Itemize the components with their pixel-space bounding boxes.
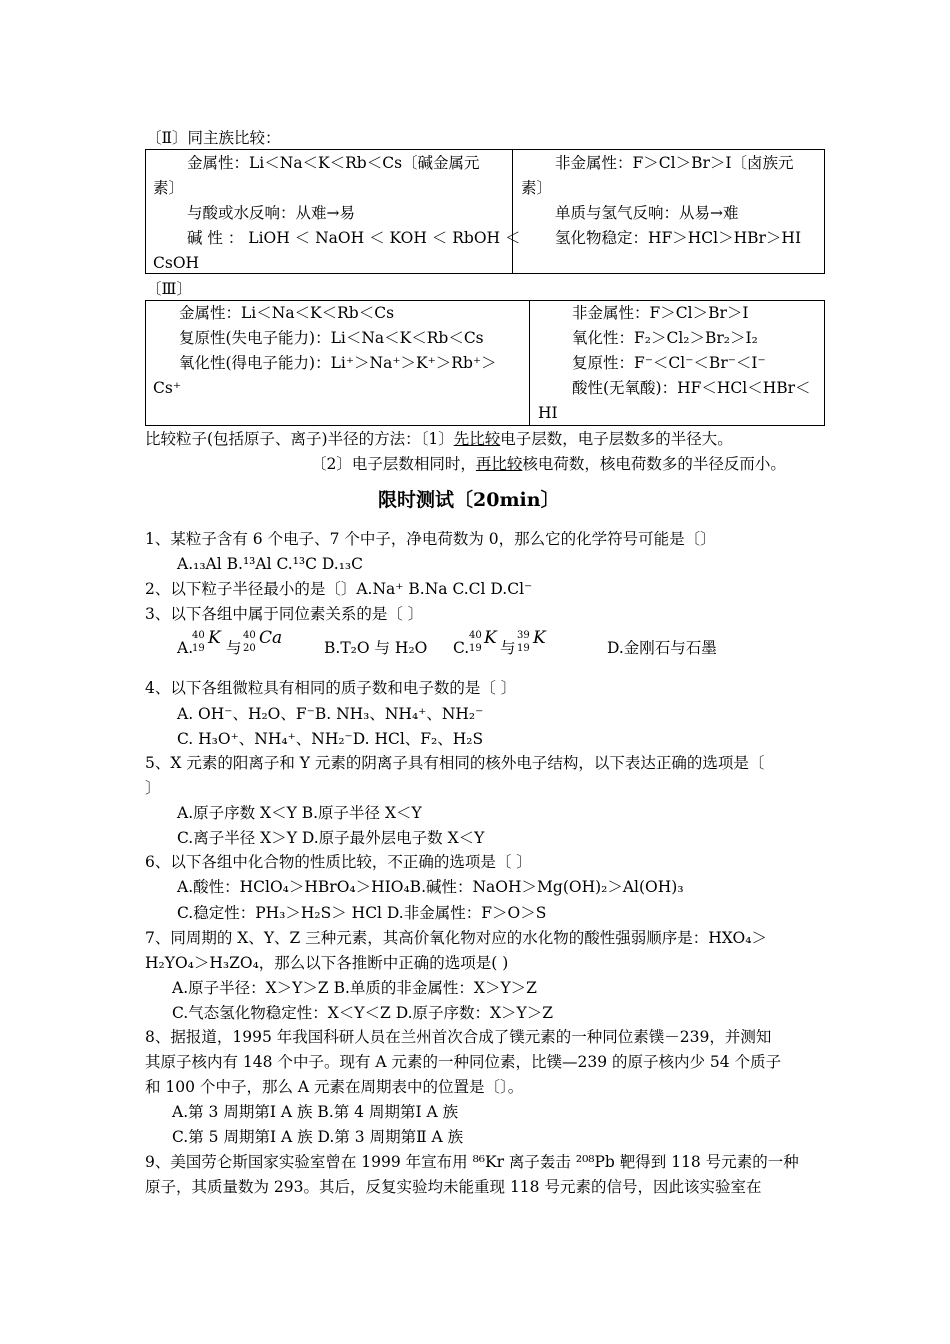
radius-method-line-1 [145, 429, 733, 449]
page-title: 限时测试〔20min〕 [378, 489, 560, 511]
metal-activity-line-cont: 素〕 [153, 179, 185, 197]
isotope-number: 19 [192, 643, 205, 654]
isotope-symbol: K [484, 628, 497, 648]
acidity-line-cont: HI [538, 404, 558, 422]
question-8-options-ab: A.第 3 周期第Ⅰ A 族 B.第 4 周期第Ⅰ A 族 [172, 1103, 459, 1121]
question-8-cont-2: 和 100 个中子，那么 A 元素在周期表中的位置是〔〕。 [145, 1078, 524, 1096]
ion-reducibility-line: 复原性：F⁻＜Cl⁻＜Br⁻＜I⁻ [572, 354, 766, 372]
metal-properties-cell [153, 151, 521, 276]
section-3-label: 〔Ⅲ〕 [146, 280, 192, 298]
question-7-options-ab: A.原子半径：X＞Y＞Z B.单质的非金属性：X＞Y＞Z [172, 979, 537, 997]
acid-water-reaction-line: 与酸或水反响：从难→易 [187, 204, 355, 222]
question-1-options: A.₁₃Al B.¹³Al C.¹³C D.₁₃C [177, 555, 363, 573]
metal-activity-line: 金属性：Li＜Na＜K＜Rb＜Cs〔碱金属元 [187, 154, 480, 172]
reducibility-line: 复原性(失电子能力)：Li＜Na＜K＜Rb＜Cs [179, 329, 484, 347]
question-2: 2、以下粒子半径最小的是〔〕A.Na⁺ B.Na C.Cl D.Cl⁻ [145, 580, 533, 598]
question-9: 9、美国劳仑斯国家实验室曾在 1999 年宣布用 ⁸⁶Kr 离子轰击 ²⁰⁸Pb 靶得到 118 号元素的一种 [145, 1153, 799, 1171]
question-9-cont: 原子，其质量数为 293。其后，反复实验均未能重现 118 号元素的信号，因此该实验室在 [145, 1178, 762, 1196]
isotope-symbol: K [208, 628, 221, 648]
question-6-options-ab: A.酸性：HClO₄＞HBrO₄＞HIO₄B.碱性：NaOH＞Mg(OH)₂＞Al(OH)₃ [177, 878, 684, 896]
question-3-options [177, 630, 797, 660]
nonmetal-activity-line-cont: 素〕 [521, 179, 553, 197]
isotope-number: 19 [517, 643, 530, 654]
question-3: 3、以下各组中属于同位素关系的是〔 〕 [145, 605, 424, 623]
question-6-options-cd: C.稳定性：PH₃＞H₂S＞ HCl D.非金属性：F＞O＞S [177, 904, 547, 922]
metal-redox-cell [153, 301, 525, 401]
question-5-cont: 〕 [145, 779, 161, 797]
option-c-label: C. [453, 639, 470, 657]
question-8: 8、据报道，1995 年我国科研人员在兰州首次合成了镤元素的一种同位素镤－239，并测知 [145, 1028, 772, 1046]
isotope-mass: 40 [469, 630, 482, 641]
radius-method-text: 电子层数，电子层数多的半径大。 [500, 430, 733, 448]
question-8-cont-1: 其原子核内有 148 个中子。现有 A 元素的一种同位素，比镤—239 的原子核内少 54 个质子 [145, 1053, 782, 1071]
question-7-options-cd: C.气态氢化物稳定性：X＜Y＜Z D.原子序数：X＞Y＞Z [172, 1004, 554, 1022]
isotope-symbol: Ca [259, 628, 283, 648]
radius-method-text: 比较粒子(包括原子、离子)半径的方法：〔1〕 [145, 430, 454, 448]
isotope-symbol: K [533, 628, 546, 648]
hydrogen-reaction-line: 单质与氢气反响：从易→难 [555, 204, 739, 222]
oxidizability-line: 氧化性：F₂＞Cl₂＞Br₂＞I₂ [572, 329, 758, 347]
question-5-options-ab: A.原子序数 X＜Y B.原子半径 X＜Y [177, 804, 422, 822]
acidity-line: 酸性(无氧酸)：HF＜HCl＜HBr＜ [572, 379, 811, 397]
radius-method-line-2 [311, 454, 786, 474]
isotope-number: 19 [469, 643, 482, 654]
question-6: 6、以下各组中化合物的性质比较，不正确的选项是〔 〕 [145, 853, 532, 871]
section-2-label: 〔Ⅱ〕同主族比较： [146, 129, 281, 147]
isotope-number: 20 [243, 643, 256, 654]
underlined-step: 再比较 [475, 455, 523, 473]
option-a-label: A. [177, 639, 194, 657]
hydride-stability-line: 氢化物稳定：HF＞HCl＞HBr＞HI [555, 229, 802, 247]
question-4: 4、以下各组微粒具有相同的质子数和电子数的是〔 〕 [145, 679, 517, 697]
option-d: D.金刚石与石墨 [607, 639, 717, 657]
nonmetal-redox-cell [538, 301, 823, 426]
isotope-mass: 39 [517, 630, 530, 641]
question-7-cont: H₂YO₄＞H₃ZO₄，那么以下各推断中正确的选项是( ) [145, 954, 509, 972]
table-divider [512, 149, 513, 274]
question-1: 1、某粒子含有 6 个电子、7 个中子，净电荷数为 0，那么它的化学符号可能是〔〕 [145, 530, 716, 548]
nonmetal-properties-cell [521, 151, 821, 251]
nonmetal-activity-line: 非金属性：F＞Cl＞Br＞I〔卤族元 [555, 154, 794, 172]
metal-activity-line: 金属性：Li＜Na＜K＜Rb＜Cs [179, 304, 395, 322]
question-7: 7、同周期的 X、Y、Z 三种元素，其高价氧化物对应的水化物的酸性强弱顺序是：HXO₄＞ [145, 929, 767, 947]
ion-oxidizability-line-cont: Cs⁺ [153, 379, 181, 397]
table-divider [529, 300, 530, 426]
option-b: B.T₂O 与 H₂O [324, 639, 428, 657]
option-connector: 与 [500, 639, 516, 657]
radius-method-text: 核电荷数，核电荷数多的半径反而小。 [522, 455, 786, 473]
isotope-mass: 40 [243, 630, 256, 641]
question-5-options-cd: C.离子半径 X＞Y D.原子最外层电子数 X＜Y [177, 829, 485, 847]
question-5: 5、X 元素的阳离子和 Y 元素的阴离子具有相同的核外电子结构，以下表达正确的选项是〔 [145, 754, 765, 772]
radius-method-text: 〔2〕电子层数相同时， [311, 455, 476, 473]
base-strength-line: 碱 性 ： LiOH ＜ NaOH ＜ KOH ＜ RbOH ＜ [187, 229, 521, 247]
question-4-options-ab: A. OH⁻、H₂O、F⁻B. NH₃、NH₄⁺、NH₂⁻ [177, 705, 484, 723]
underlined-step: 先比较 [453, 430, 501, 448]
question-4-options-cd: C. H₃O⁺、NH₄⁺、NH₂⁻D. HCl、F₂、H₂S [177, 730, 484, 748]
base-strength-line-cont: CsOH [153, 254, 200, 272]
ion-oxidizability-line: 氧化性(得电子能力)：Li⁺＞Na⁺＞K⁺＞Rb⁺＞ [179, 354, 497, 372]
isotope-mass: 40 [192, 630, 205, 641]
option-connector: 与 [226, 639, 242, 657]
nonmetal-activity-line: 非金属性：F＞Cl＞Br＞I [572, 304, 749, 322]
question-8-options-cd: C.第 5 周期第Ⅰ A 族 D.第 3 周期第Ⅱ A 族 [172, 1128, 464, 1146]
